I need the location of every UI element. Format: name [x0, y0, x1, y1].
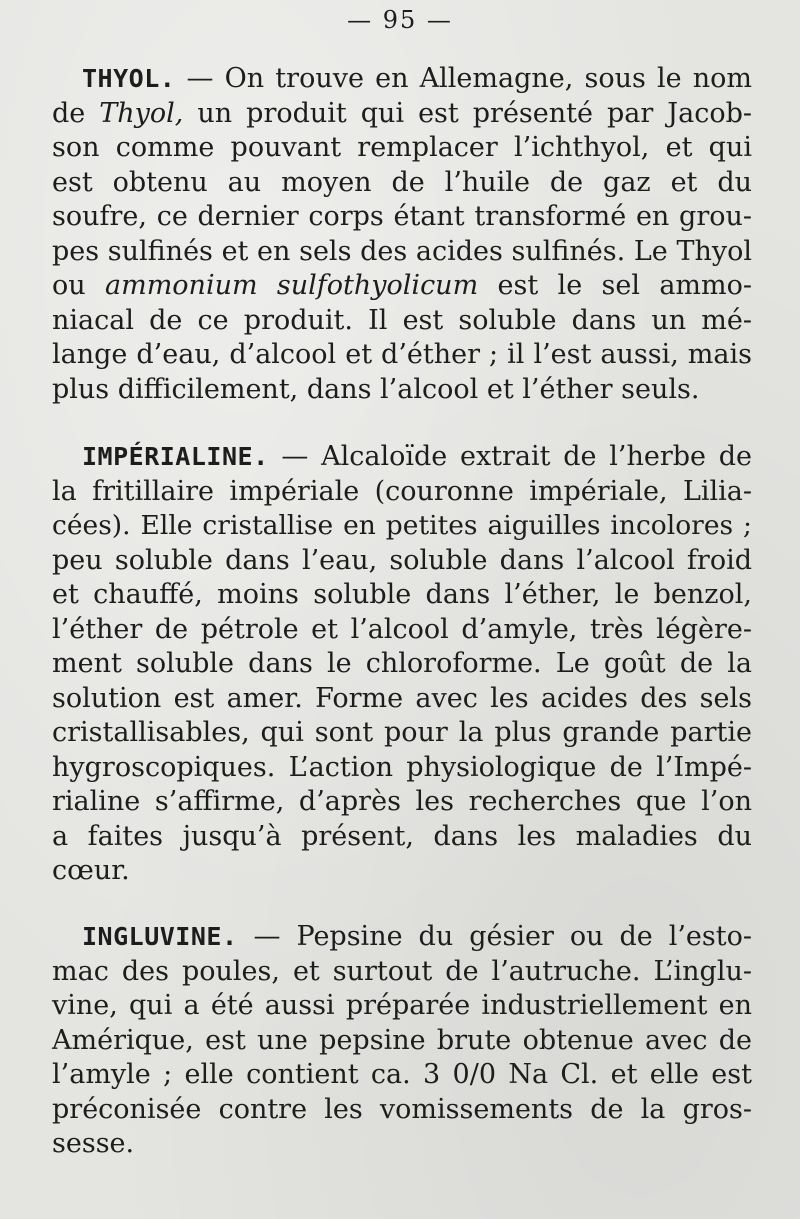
entry-line: l’éther de pétrole et l’alcool d’amyle, très légère- [52, 613, 752, 645]
entry-line: plus difficilement, dans l’alcool et l’éther seuls. [52, 373, 700, 405]
entry-line: préconisée contre les vomissements de la gros- [52, 1093, 752, 1125]
entry-line: ou ammonium sulfothyolicum est le sel ammo- [52, 270, 753, 301]
entry-term: IMPÉRIALINE. [82, 442, 269, 471]
entry-line: la fritillaire impériale (couronne impériale, Lilia- [52, 475, 752, 507]
entry-line: INGLUVINE. — Pepsine du gésier ou de l’esto- [82, 921, 752, 952]
entry-line: soufre, ce dernier corps étant transformé en grou- [52, 201, 752, 232]
entry-line: niacal de ce produit. Il est soluble dans un mé- [52, 304, 752, 336]
entry-line: mac des poules, et surtout de l’autruche. L’inglu- [52, 955, 752, 987]
entry-line: est obtenu au moyen de l’huile de gaz et du [52, 166, 752, 198]
entry-line: sesse. [52, 1128, 135, 1159]
entry-line: vine, qui a été aussi préparée industriellement en [52, 990, 752, 1021]
entry-term: INGLUVINE. [82, 922, 238, 951]
entry-line: THYOL. — On trouve en Allemagne, sous le nom [82, 63, 752, 94]
entry-imperialine [52, 440, 752, 889]
entry-line: ment soluble dans le chloroforme. Le goût de la [52, 648, 752, 679]
entry-line: cœur. [52, 855, 130, 886]
entry-line: l’amyle ; elle contient ca. 3 0/0 Na Cl. et elle est [52, 1059, 752, 1090]
entry-line: hygroscopiques. L’action physiologique de l’Impé- [52, 751, 752, 783]
entry-term: THYOL. [82, 64, 176, 93]
entry-line: et chauffé, moins soluble dans l’éther, le benzol, [52, 579, 752, 610]
entry-line: cristallisables, qui sont pour la plus grande partie [52, 717, 752, 748]
entry-line: a faites jusqu’à présent, dans les maladies du [52, 820, 752, 852]
entry-line: Amérique, est une pepsine brute obtenue avec de [52, 1024, 752, 1056]
entry-line: lange d’eau, d’alcool et d’éther ; il l’est aussi, mais [52, 339, 752, 370]
entry-line: son comme pouvant remplacer l’ichthyol, et qui [52, 132, 752, 163]
entry-line: de Thyol, un produit qui est présenté par Jacob- [52, 97, 752, 129]
entry-line: rialine s’affirme, d’après les recherches que l’on [52, 786, 752, 817]
entry-line: solution est amer. Forme avec les acides des sels [52, 682, 752, 714]
entry-line: IMPÉRIALINE. — Alcaloïde extrait de l’herbe de [82, 441, 752, 472]
entry-line: pes sulfinés et en sels des acides sulfinés. Le Thyol [52, 235, 752, 267]
entry-thyol [52, 62, 752, 407]
page-number: — 95 — [347, 6, 453, 34]
entry-ingluvine [52, 920, 752, 1162]
entry-line: peu soluble dans l’eau, soluble dans l’alcool froid [52, 544, 752, 576]
entry-line: cées). Elle cristallise en petites aiguilles incolores ; [52, 510, 752, 541]
